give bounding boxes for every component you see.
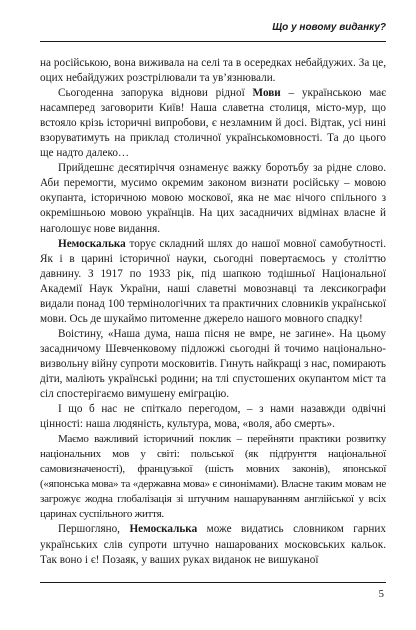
body-text (40, 56, 386, 568)
paragraph (40, 161, 386, 236)
text-run: Воістину, «Наша дума, наша пісня не вмре, не загине». На цьому засадничому Шевченковому підложжі сьогодні й точимо національно-визвольну війну супроти московитів. Гинуть найкращі з нас, помирають діти, маліють українські родини; на тлі спустошених окупантом міст та сіл спостерігаємо вимушену еміграцію. (40, 327, 386, 401)
text-run: може видатись словником гарних українських слів супроти штучно нашарованих московських кальок. Так воно і є! Позаяк, у ваших руках виданок не вишуканої (40, 523, 386, 566)
text-run: Прийдешнє десятиріччя ознаменує важку боротьбу за рідне слово. Аби перемогти, мусимо окремим законом визнати російську – мовою окупанта, історичною мовою москової, яка не має нічого спільного з окремішньою мовою українців. На цих засадничих відмінах власне й наголошує нове видання. (40, 162, 386, 235)
text-run: – українською має насамперед заговорити Київ! Наша славетна столиця, місто-мур, що встояло крізь історичні випробови, є незламним й досі. Відтак, усі нині взоруватимуть на приклад столичної українськомовності. Та до цього ще надто далеко… (40, 87, 386, 160)
bold-text: Мови (252, 87, 281, 100)
footer-rule (40, 582, 386, 583)
text-run: на російською, вона виживала на селі та в осередках небайдужих. За це, оцих небайдужих розстрілювали та ув’язнювали. (40, 57, 386, 85)
paragraph (40, 402, 386, 432)
paragraph (40, 327, 386, 402)
running-header: Що у новому виданку? (272, 22, 386, 33)
text-run: Сьогоденна запорука віднови рідної (58, 87, 253, 100)
page-number: 5 (378, 588, 384, 600)
bold-text: Немоскалька (58, 237, 126, 250)
paragraph (40, 237, 386, 327)
bold-text: Немоскалька (129, 523, 198, 536)
paragraph (40, 522, 386, 567)
paragraph (40, 86, 386, 161)
paragraph (40, 56, 386, 86)
paragraph (40, 432, 386, 522)
text-run: Першогляно, (58, 523, 130, 536)
header-rule (40, 41, 386, 42)
text-run: І що б нас не спіткало перегодом, – з нами назавжди одвічні цінності: наша людяність, культура, мова, «воля, або смерть». (40, 403, 386, 431)
text-run: Маємо важливий історичний поклик – перейняти практики розвитку національних мов у світі: польської (як підґрунття національної самовизначеності), французької (шість мовних законів), японської («японська мова» та «державна мова» є синонімами). Власне таким мовам не загрожує жодна глобалізація зі штучним нашаруванням англійської у всіх царинах суспільного життя. (40, 433, 386, 521)
text-run: торує складний шлях до нашої мовної самобутності. Як і в царині історичної науки, сьогодні повертаємось у століттю давнину. З 1917 по 1933 рік, під шапкою тодішньої Національної Академії Наук України, наші славетні мовознавці та лексикографи видали понад 100 термінологічних та практичних словників української мови. Ось де шукаймо питоменне джерело нашого мовного спадку! (40, 237, 386, 325)
